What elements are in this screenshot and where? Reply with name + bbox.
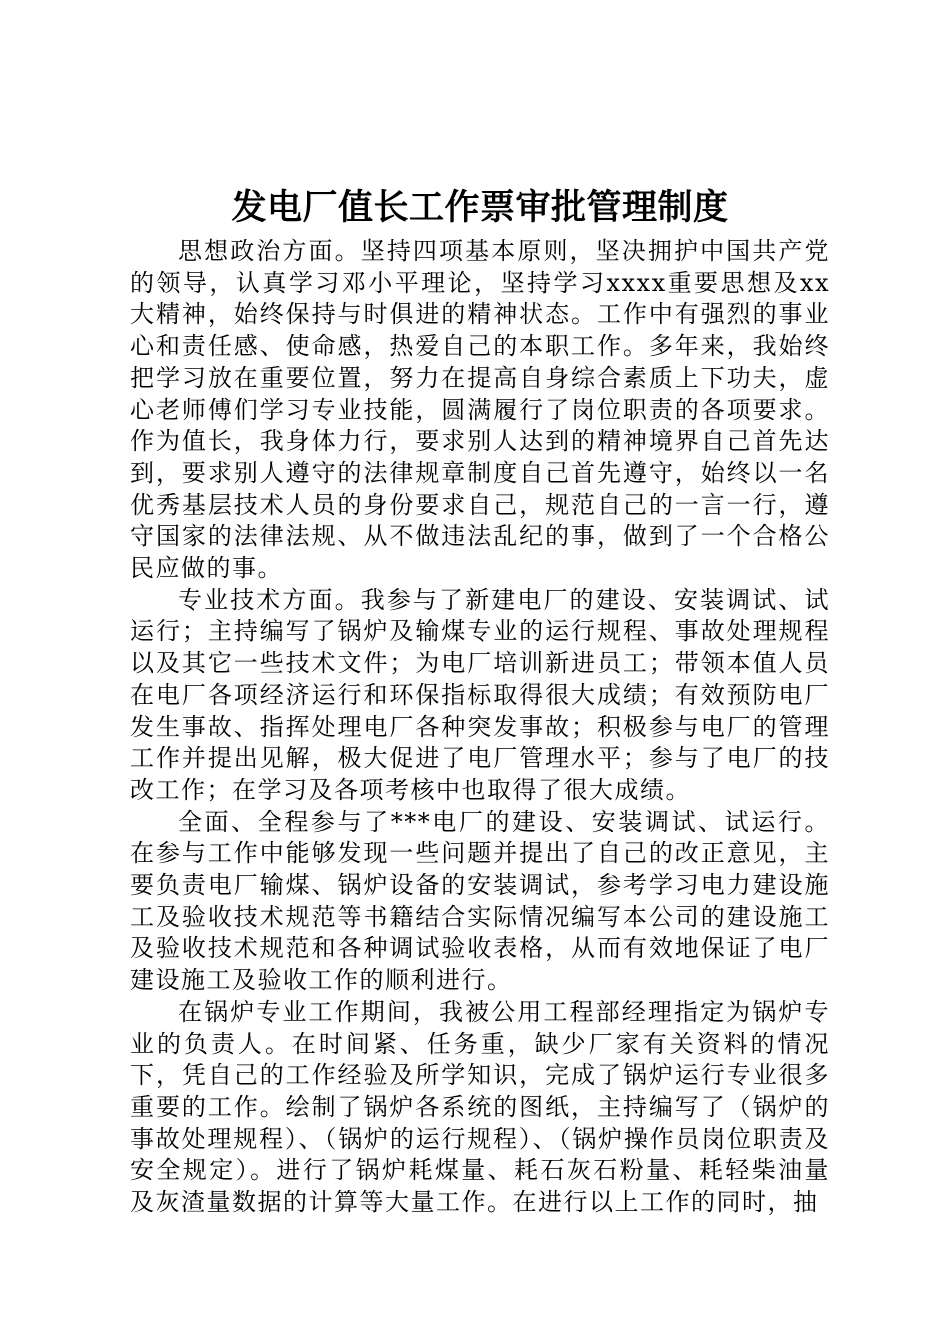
paragraph-political: 思想政治方面。坚持四项基本原则，坚决拥护中国共产党的领导，认真学习邓小平理论，坚持学习xxxx重要思想及xx大精神，始终保持与时俱进的精神状态。工作中有强烈的事业心和责任感、使命感，热爱自己的本职工作。多年来，我始终把学习放在重要位置，努力在提高自身综合素质上下功夫，虚心老师傅们学习专业技能，圆满履行了岗位职责的各项要求。作为值长，我身体力行，要求别人达到的精神境界自己首先达到，要求别人遵守的法律规章制度自己首先遵守，始终以一名优秀基层技术人员的身份要求自己，规范自己的一言一行，遵守国家的法律法规、从不做违法乱纪的事，做到了一个合格公民应做的事。 [130,237,830,583]
document-page [130,180,830,1219]
paragraph-technical: 专业技术方面。我参与了新建电厂的建设、安装调试、试运行；主持编写了锅炉及输煤专业的运行规程、事故处理规程以及其它一些技术文件；为电厂培训新进员工；带领本值人员在电厂各项经济运行和环保指标取得很大成绩；有效预防电厂发生事故、指挥处理电厂各种突发事故；积极参与电厂的管理工作并提出见解，极大促进了电厂管理水平；参与了电厂的技改工作；在学习及各项考核中也取得了很大成绩。 [130,585,830,804]
paragraph-boiler: 在锅炉专业工作期间，我被公用工程部经理指定为锅炉专业的负责人。在时间紧、任务重，缺少厂家有关资料的情况下，凭自己的工作经验及所学知识，完成了锅炉运行专业很多重要的工作。绘制了锅炉各系统的图纸，主持编写了（锅炉的事故处理规程）、（锅炉的运行规程）、（锅炉操作员岗位职责及安全规定）。进行了锅炉耗煤量、耗石灰石粉量、耗轻柴油量及灰渣量数据的计算等大量工作。在进行以上工作的同时，抽 [130,997,830,1217]
document-title: 发电厂值长工作票审批管理制度 [231,187,729,228]
paragraph-construction: 全面、全程参与了***电厂的建设、安装调试、试运行。在参与工作中能够发现一些问题并提出了自己的改正意见，主要负责电厂输煤、锅炉设备的安装调试，参考学习电力建设施工及验收技术规范等书籍结合实际情况编写本公司的建设施工及验收技术规范和各种调试验收表格，从而有效地保证了电厂建设施工及验收工作的顺利进行。 [130,807,830,995]
